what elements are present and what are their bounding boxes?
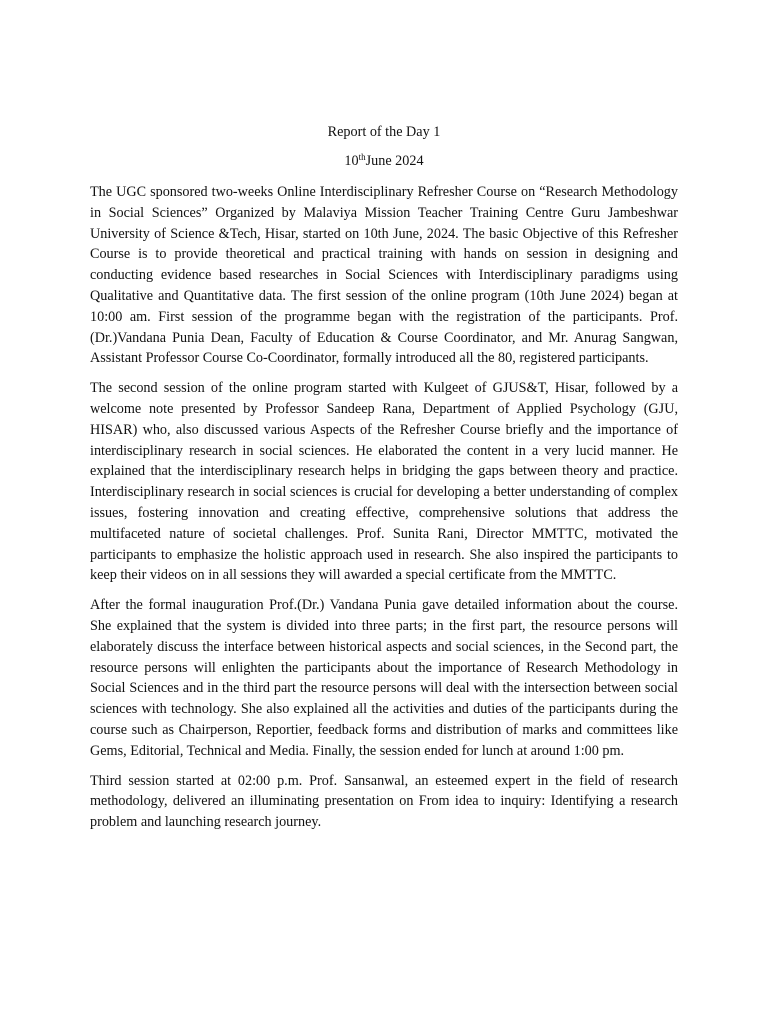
date-suffix: th bbox=[358, 152, 366, 162]
date-month-year: June 2024 bbox=[365, 153, 424, 169]
paragraph-third-session: Third session started at 02:00 p.m. Prof. Sansanwal, an esteemed expert in the field of research methodology, delivered an illuminating presentation on From idea to inquiry: Identifying a research problem and launching research journey. bbox=[90, 772, 678, 831]
paragraph-first-session: The UGC sponsored two-weeks Online Interdisciplinary Refresher Course on “Research Methodology in Social Sciences” Organized by Malaviya Mission Teacher Training Centre Guru Jambeshwar University of Science &Tech, Hisar, started on 10th June, 2024. The basic Objective of this Refresher Course is to provide theoretical and practical training with hands on session in designing and conducting evidence based researches in Social Sciences with Interdisciplinary paradigms using Qualitative and Quantitative data. The first session of the online program (10th June 2024) began at 10:00 am. First session of the programme began with the registration of the participants. Prof. (Dr.)Vandana Punia Dean, Faculty of Education & Course Coordinator, and Mr. Anurag Sangwan, Assistant Professor Course Co-Coordinator, formally introduced all the 80, registered participants. bbox=[90, 184, 678, 367]
date-day: 10 bbox=[344, 153, 359, 169]
report-page bbox=[90, 122, 678, 842]
paragraph-second-session: The second session of the online program started with Kulgeet of GJUS&T, Hisar, followed by a welcome note presented by Professor Sandeep Rana, Department of Applied Psychology (GJU, HISAR) who, also discussed various Aspects of the Refresher Course briefly and the importance of interdisciplinary research in social sciences. He elaborated the content in a very lucid manner. He explained that the interdisciplinary research helps in bridging the gaps between theory and practice. Interdisciplinary research in social sciences is crucial for developing a better understanding of complex issues, fostering innovation and creating effective, comprehensive solutions that address the multifaceted nature of societal challenges. Prof. Sunita Rani, Director MMTTC, motivated the participants to emphasize the holistic approach used in research. She also inspired the participants to keep their videos on in all sessions they will awarded a special certificate from the MMTTC. bbox=[90, 380, 678, 584]
report-title: Report of the Day 1 bbox=[327, 124, 441, 140]
paragraph-inauguration: After the formal inauguration Prof.(Dr.) Vandana Punia gave detailed information about the course. She explained that the system is divided into three parts; in the first part, the resource persons will elaborately discuss the interface between historical aspects and social sciences, in the Second part, the resource persons will enlighten the participants about the importance of Research Methodology in Social Sciences and in the third part the resource persons will deal with the intersection between social sciences with technology. She also explained all the activities and duties of the participants during the course such as Chairperson, Reportier, feedback forms and distribution of marks and committees like Gems, Editorial, Technical and Media. Finally, the session ended for lunch at around 1:00 pm. bbox=[90, 597, 678, 759]
report-date bbox=[90, 151, 678, 172]
